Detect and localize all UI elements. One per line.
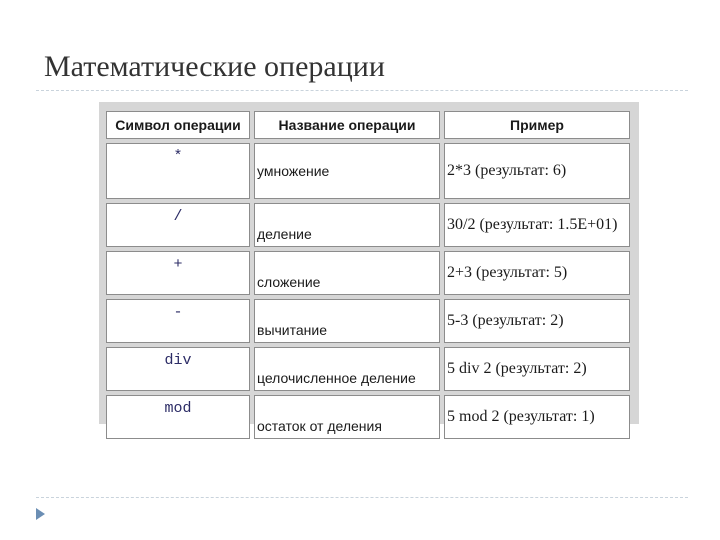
- table-row: [106, 203, 630, 247]
- table-row: [106, 395, 630, 439]
- operation-name: остаток от деления: [254, 395, 440, 439]
- operation-symbol: +: [106, 251, 250, 295]
- footer-divider: [36, 497, 688, 498]
- header-symbol: Символ операции: [106, 111, 250, 139]
- triangle-bullet-icon: [36, 508, 45, 520]
- table-row: [106, 299, 630, 343]
- operation-example: 30/2 (результат: 1.5E+01): [444, 203, 630, 247]
- title-divider: [36, 90, 688, 91]
- table-row: [106, 347, 630, 391]
- operation-symbol: /: [106, 203, 250, 247]
- slide-title: Математические операции: [44, 50, 385, 83]
- operation-example: 5 mod 2 (результат: 1): [444, 395, 630, 439]
- operation-name: целочисленное деление: [254, 347, 440, 391]
- operation-name: сложение: [254, 251, 440, 295]
- operation-symbol: *: [106, 143, 250, 199]
- operation-name: деление: [254, 203, 440, 247]
- table-row: [106, 143, 630, 199]
- operations-table: [102, 107, 634, 443]
- header-example: Пример: [444, 111, 630, 139]
- operation-symbol: div: [106, 347, 250, 391]
- table-header-row: [106, 111, 630, 139]
- table-row: [106, 251, 630, 295]
- operation-example: 2*3 (результат: 6): [444, 143, 630, 199]
- operation-symbol: -: [106, 299, 250, 343]
- operation-example: 5 div 2 (результат: 2): [444, 347, 630, 391]
- operation-example: 5-3 (результат: 2): [444, 299, 630, 343]
- operation-name: умножение: [254, 143, 440, 199]
- operations-table-frame: [99, 102, 639, 434]
- operation-name: вычитание: [254, 299, 440, 343]
- operation-symbol: mod: [106, 395, 250, 439]
- operation-example: 2+3 (результат: 5): [444, 251, 630, 295]
- header-name: Название операции: [254, 111, 440, 139]
